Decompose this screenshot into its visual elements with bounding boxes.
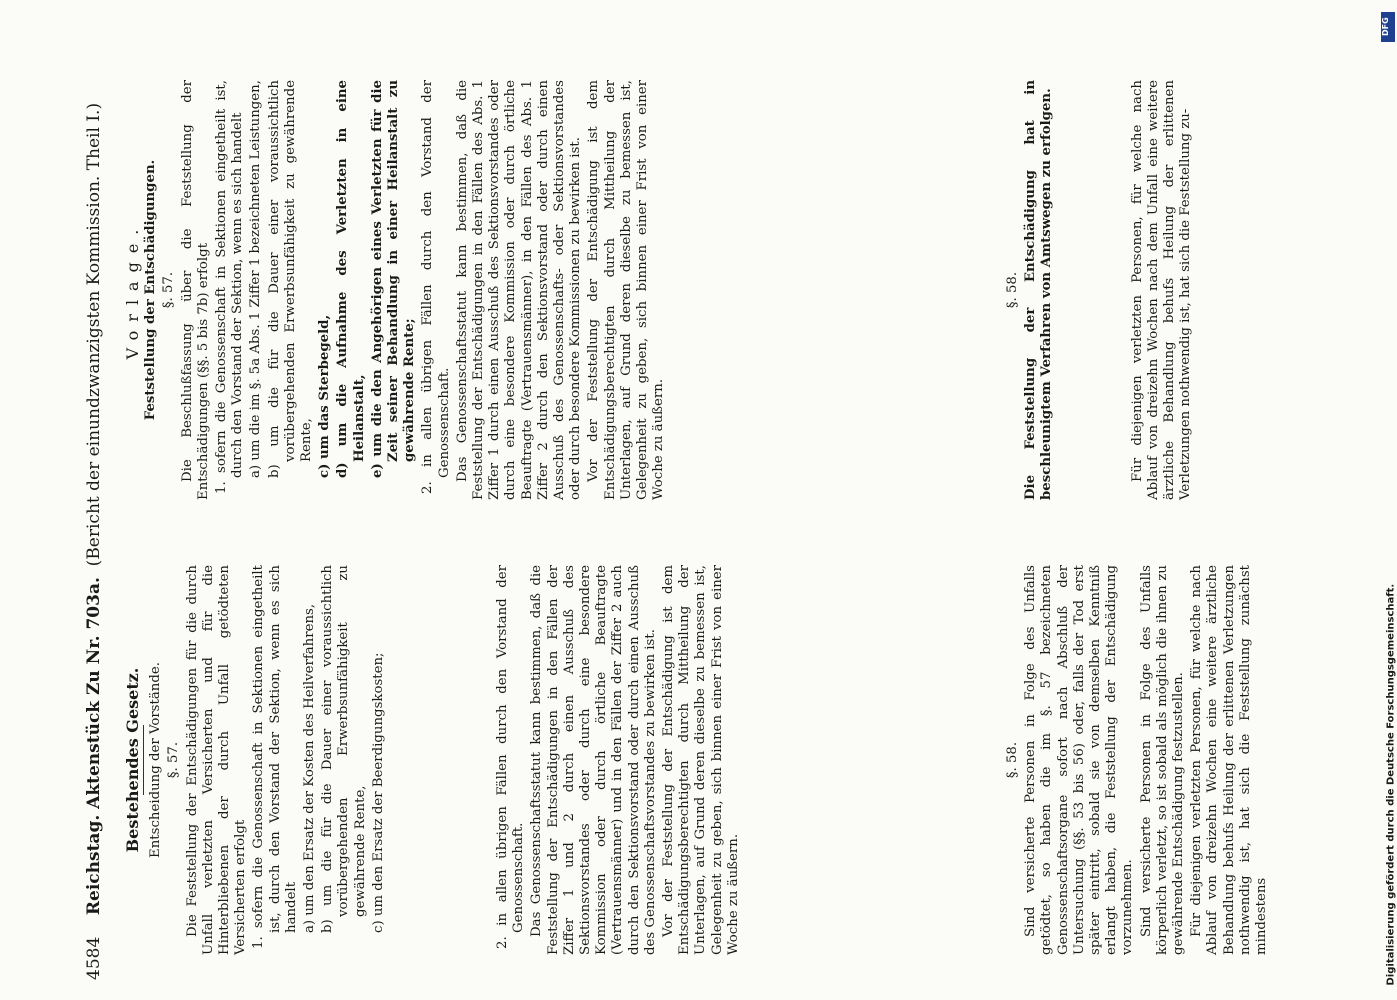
column-heading: Vorlage. [123,220,142,360]
funding-note: Digitalisierung gefördert durch die Deutsche Forschungsgemeinschaft. [1385,583,1397,986]
list-item: b) um die für die Dauer einer voraussichtlich vorübergehenden Erwerbsunfähigkeit zu gewährende Rente, [320,565,368,933]
paragraph: Das Genossenschaftsstatut kann bestimmen, daß die Feststellung der Entschädigungen in den Fällen des Abs. 1 Ziffer 1 durch einen Ausschuß des Sektionsvorstandes oder durch eine besondere Kommission oder durch örtliche Beauftragte (Vertrauensmänner), in den Fällen des Abs. 1 Ziffer 2 durch den Sektionsvorstand oder durch einen Ausschuß des Genossenschafts- oder Sektionsvorstandes oder durch besondere Kommissionen zu bewirken ist. [454,80,584,500]
divider [143,725,144,795]
section-number: §. 58. [1005,271,1020,309]
dfg-logo-icon: DFG [1381,12,1395,42]
proposal-column-top [125,80,670,500]
paragraph: Das Genossenschaftsstatut kann bestimmen, daß die Feststellung der Entschädigungen in den Fällen der Ziffer 1 und 2 durch einen Ausschuß des Sektionsvorstandes oder durch eine besondere Kommission oder durch örtliche Beauftragte (Vertrauensmänner) und in den Fällen der Ziffer 2 auch durch den Sektionsvorstand oder durch einen Ausschuß des Genossenschaftsvorstandes zu bewirken ist. [529,565,658,955]
list-item: b) um die für die Dauer einer voraussichtlich vorübergehenden Erwerbsunfähigkeit zu gewährende Rente, [266,80,315,478]
funding-sidebar [1381,10,1395,990]
section-number: §. 58. [1005,741,1020,779]
header-title: Reichstag. Aktenstück Zu Nr. 703a. [84,577,104,916]
paragraph: Die Feststellung der Entschädigungen für die durch Unfall verletzten Versicherten und für die Hinterbliebenen der durch Unfall getödteten Versicherten erfolgt [184,565,249,955]
paragraph: Sind versicherte Personen in Folge des Unfalls körperlich verletzt, so ist sobald als möglich die ihnen zu gewährende Entschädigung festzustellen. [1138,565,1187,955]
list-item: 2. in allen übrigen Fällen durch den Vorstand der Genossenschaft. [420,80,452,494]
list-item: a) um den Ersatz der Kosten des Heilverfahrens, [302,603,318,933]
spacer [1058,80,1128,500]
proposal-column-bottom [1005,80,1196,500]
list-item: c) um das Sterbegeld, [317,314,333,478]
section-subheading: Entscheidung der Vorstände. [148,662,164,858]
paragraph: Für diejenigen verletzten Personen, für welche nach Ablauf von dreizehn Wochen nach dem Unfall eine weitere ärztliche Behandlung behufs Heilung der erlittenen Verletzungen nothwendig ist, hat sich die Feststellung zu- [1129,80,1194,500]
list-item: e) um die den Angehörigen eines Verletzten für die Zeit seiner Behandlung in einer Heilanstalt zu gewährende Rente; [369,80,418,478]
column-heading: Bestehendes Gesetz. [123,667,142,853]
page-number: 4584 [84,936,104,980]
paragraph: Die Beschlußfassung über die Feststellung der Entschädigungen (§§. 5 bis 7b) erfolgt [179,80,211,500]
paragraph: Sind versicherte Personen in Folge des Unfalls getödtet, so haben die im §. 57 bezeichneten Genossenschaftsorgane sofort nach Abschluß der Untersuchung (§§. 53 bis 56) oder, falls der Tod erst später eintritt, sobald sie von demselben Kenntniß erlangt haben, die Feststellung der Entschädigung vorzunehmen. [1023,565,1136,955]
existing-law-column-bottom [1005,565,1272,955]
section-number: §. 57. [166,741,182,779]
list-item: c) um den Ersatz der Beerdigungskosten; [370,652,386,933]
page-header [84,20,104,980]
header-subtitle: (Bericht der einundzwanzigsten Kommission. Theil I.) [84,102,104,567]
section-number: §. 57. [161,271,177,309]
list-item: 1. sofern die Genossenschaft in Sektionen eingetheilt ist, durch den Vorstand der Sektion, wenn es sich handelt [251,565,299,949]
existing-law-column-mid [495,565,744,955]
list-item: a) um die im §. 5a Abs. 1 Ziffer 1 bezeichneten Leistungen, [248,80,264,478]
list-item: d) um die Aufnahme des Verletzten in eine Heilanstalt, [335,80,367,478]
section-subheading: Feststellung der Entschädigungen. [143,159,159,421]
list-item: 2. in allen übrigen Fällen durch den Vorstand der Genossenschaft. [495,565,527,949]
paragraph: Für diejenigen verletzten Personen, für welche nach Ablauf von dreizehn Wochen eine weitere ärztliche Behandlung behufs Heilung der erlittenen Verletzungen nothwendig ist, hat sich die Feststellung zunächst mindestens [1189,565,1270,955]
paragraph: Die Feststellung der Entschädigung hat in beschleunigtem Verfahren von Amtswegen zu erfolgen. [1023,80,1055,500]
existing-law-column-top [125,565,389,955]
list-item: 1. sofern die Genossenschaft in Sektionen eingetheilt ist, durch den Vorstand der Sektion, wenn es sich handelt [214,80,246,494]
paragraph: Vor der Feststellung der Entschädigung ist dem Entschädigungsberechtigten durch Mittheilung der Unterlagen, auf Grund deren dieselbe zu bemessen ist, Gelegenheit zu geben, sich binnen einer Frist von einer Woche zu äußern. [661,565,741,955]
paragraph: Vor der Feststellung der Entschädigung ist dem Entschädigungsberechtigten durch Mittheilung der Unterlagen, auf Grund deren dieselbe zu bemessen ist, Gelegenheit zu geben, sich binnen einer Frist von einer Woche zu äußern. [586,80,667,500]
